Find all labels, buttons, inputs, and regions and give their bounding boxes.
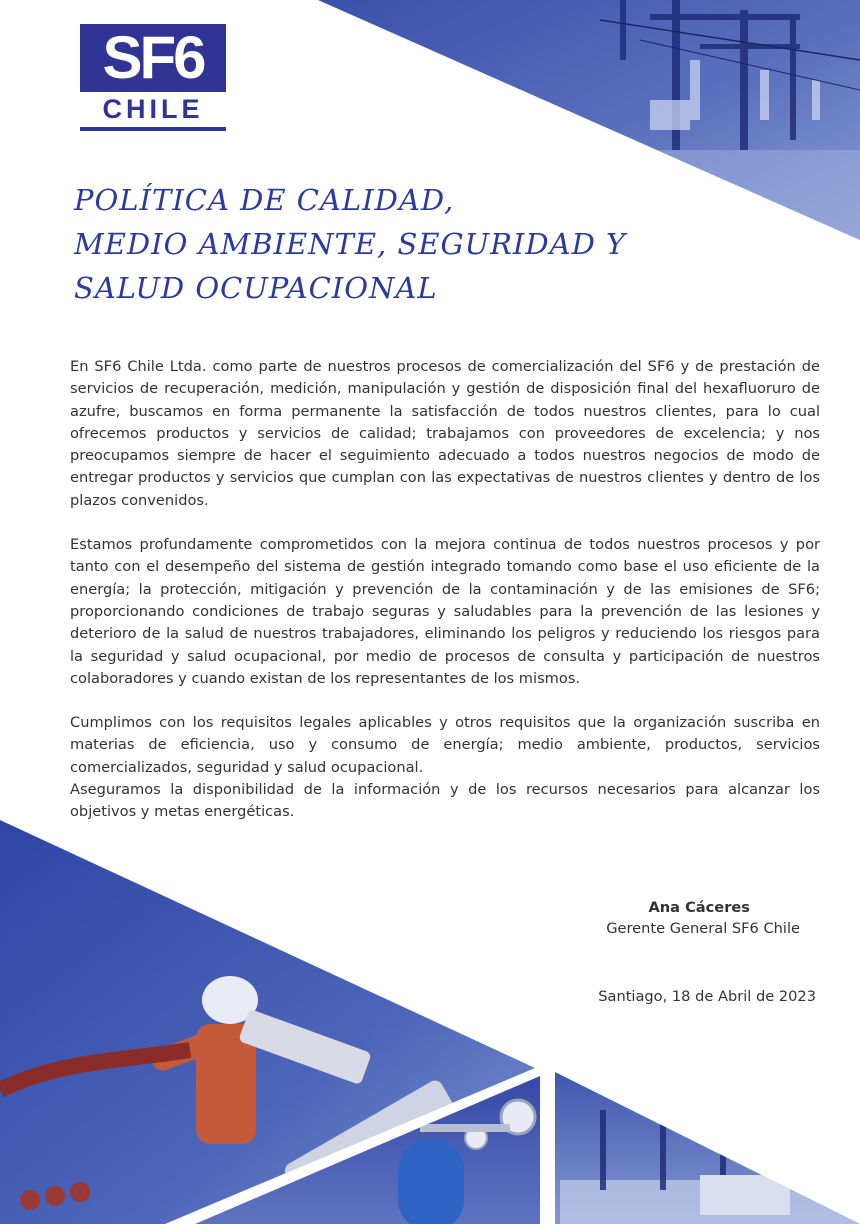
paragraph-commercialization: En SF6 Chile Ltda. como parte de nuestros procesos de comercialización del SF6 y de prestación de servicios de recuperación, medición, manipulación y gestión de disposición final del hexafluoruro de azufre, buscamos en forma permanente la satisfacción de todos nuestros clientes, para lo cual ofrecemos productos y servicios de calidad; trabajamos con proveedores de excelencia; y nos preocupamos siempre de hacer el seguimiento adecuado a todos nuestros negocios de modo de entregar productos y servicios que cumplan con las expectativas de nuestros clientes y dentro de los plazos convenidos. [70, 358, 820, 509]
substation-equipment-photo [550, 1068, 860, 1224]
title-line-3: SALUD OCUPACIONAL [74, 271, 438, 305]
logo-mark: SF6 [80, 24, 226, 92]
signature-block [560, 897, 800, 939]
place-and-date: Santiago, 18 de Abril de 2023 [598, 988, 816, 1005]
paragraph-resources: Aseguramos la disponibilidad de la información y de los recursos necesarios para alcanzar los objetivos y metas energéticas. [70, 781, 820, 821]
sf6-chile-logo [80, 24, 228, 134]
logo-subtitle: CHILE [102, 94, 204, 124]
policy-body [70, 356, 820, 824]
title-line-1: POLÍTICA DE CALIDAD, [74, 183, 455, 217]
signatory-role: Gerente General SF6 Chile [606, 920, 800, 937]
paragraph-legal-requirements: Cumplimos con los requisitos legales aplicables y otros requisitos que la organización suscriba en materias de eficiencia, uso y consumo de energía; medio ambiente, productos, servicios comercializados, seguridad y salud ocupacional. [70, 714, 820, 776]
document-title [74, 178, 674, 310]
logo-underline [80, 127, 226, 131]
signatory-name: Ana Cáceres [648, 899, 750, 916]
paragraph-commitment: Estamos profundamente comprometidos con la mejora continua de todos nuestros procesos y por tanto con el desempeño del sistema de gestión integrado tomando como base el uso eficiente de la energía; la protección, mitigación y prevención de la contaminación y de las emisiones de SF6; proporcionando condiciones de trabajo seguras y saludables para la prevención de las lesiones y deterioro de la salud de nuestros trabajadores, eliminando los peligros y reduciendo los riesgos para la seguridad y salud ocupacional, por medio de procesos de consulta y participación de nuestros colaboradores y cuando existan de los representantes de los mismos. [70, 536, 820, 687]
title-line-2: MEDIO AMBIENTE, SEGURIDAD Y [74, 227, 627, 261]
